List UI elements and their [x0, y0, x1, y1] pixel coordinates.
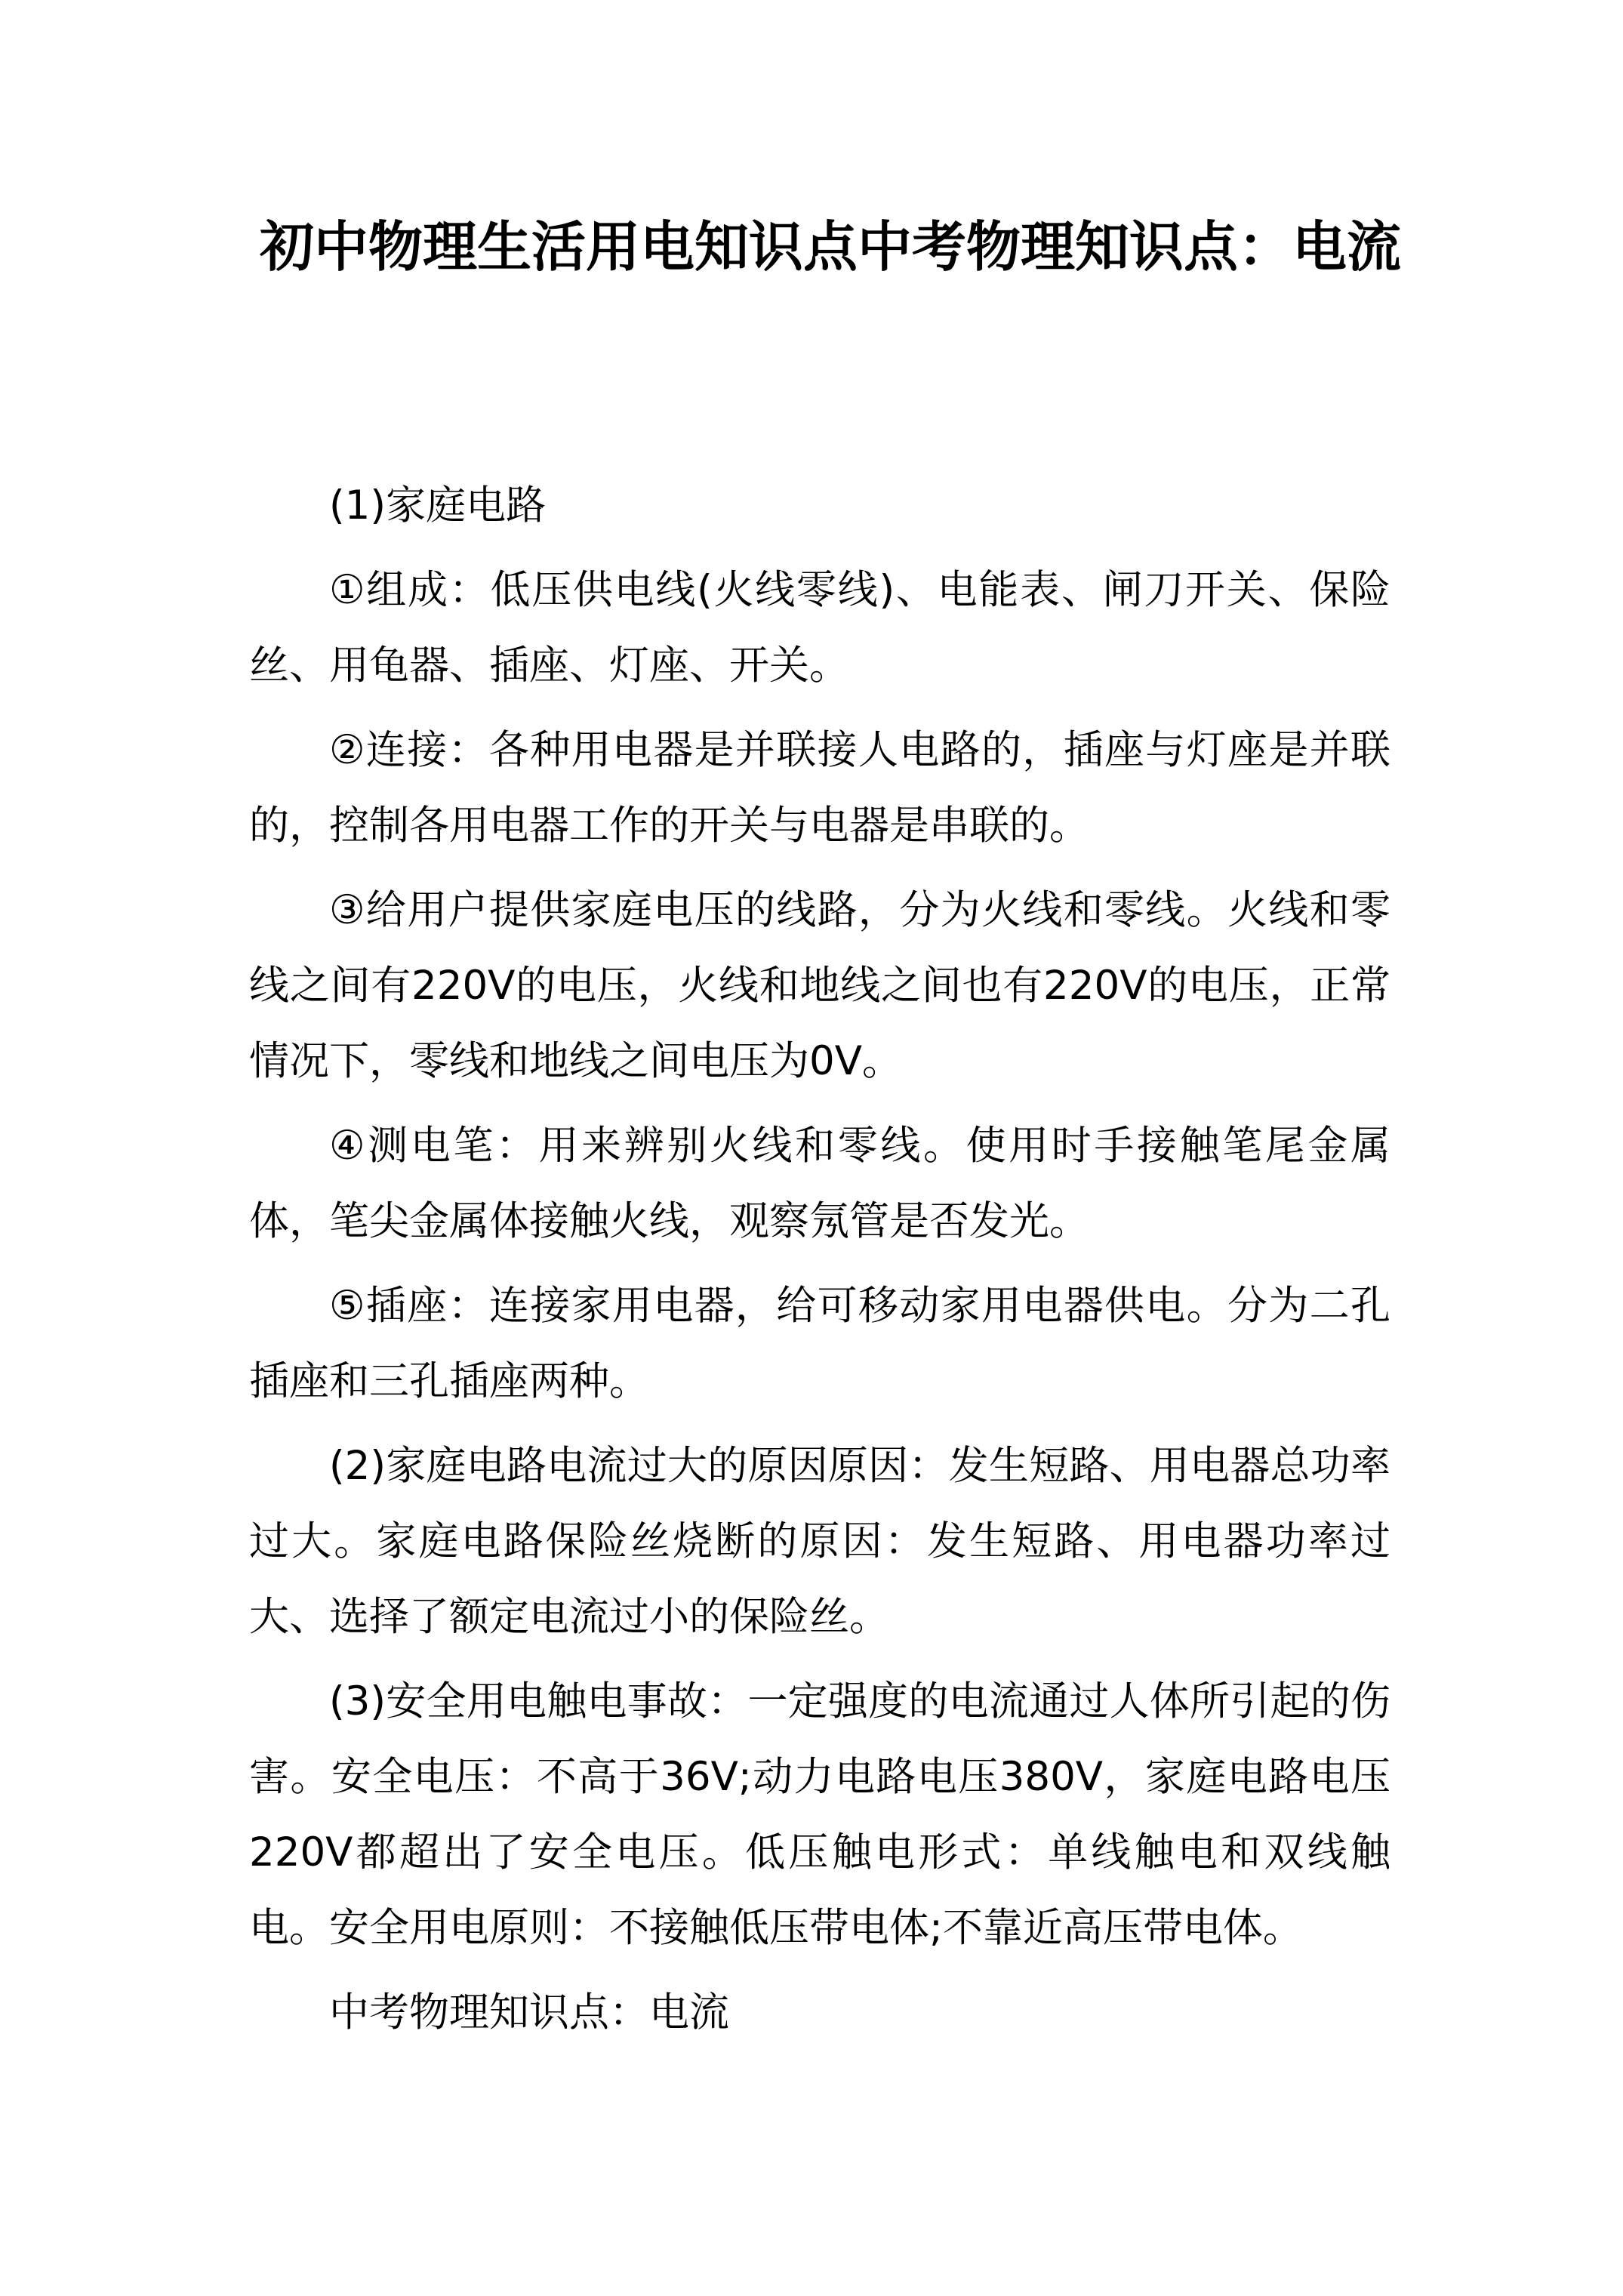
- paragraph-voltage-lines: ③给用户提供家庭电压的线路，分为火线和零线。火线和零线之间有220V的电压，火线和地线之间也有220V的电压，正常情况下，零线和地线之间电压为0V。: [249, 887, 1390, 1084]
- paragraph-overcurrent: (2)家庭电路电流过大的原因原因：发生短路、用电器总功率过大。家庭电路保险丝烧断的原因：发生短路、用电器功率过大、选择了额定电流过小的保险丝。: [249, 1443, 1390, 1640]
- document-title: 初中物理生活用电知识点中考物理知识点：电流: [259, 214, 1401, 279]
- paragraph-socket: ⑤插座：连接家用电器，给可移动家用电器供电。分为二孔插座和三孔插座两种。: [249, 1283, 1390, 1404]
- section-1-heading: (1)家庭电路: [329, 482, 547, 529]
- paragraph-test-pen: ④测电笔：用来辨别火线和零线。使用时手接触笔尾金属体，笔尖金属体接触火线，观察氖管是否发光。: [249, 1123, 1390, 1244]
- paragraph-composition: ①组成：低压供电线(火线零线)、电能表、闸刀开关、保险丝、用龟器、插座、灯座、开关。: [249, 567, 1390, 689]
- document-body: [249, 468, 1390, 2051]
- paragraph-connection: ②连接：各种用电器是并联接人电路的，插座与灯座是并联的，控制各用电器工作的开关与电器是串联的。: [249, 727, 1390, 849]
- paragraph-current-heading: 中考物理知识点：电流: [329, 1989, 729, 2036]
- paragraph-electrical-safety: (3)安全用电触电事故：一定强度的电流通过人体所引起的伤害。安全电压：不高于36V;动力电路电压380V，家庭电路电压220V都超出了安全电压。低压触电形式：单线触电和双线触电。安全用电原则：不接触低压带电体;不靠近高压带电体。: [249, 1678, 1390, 1951]
